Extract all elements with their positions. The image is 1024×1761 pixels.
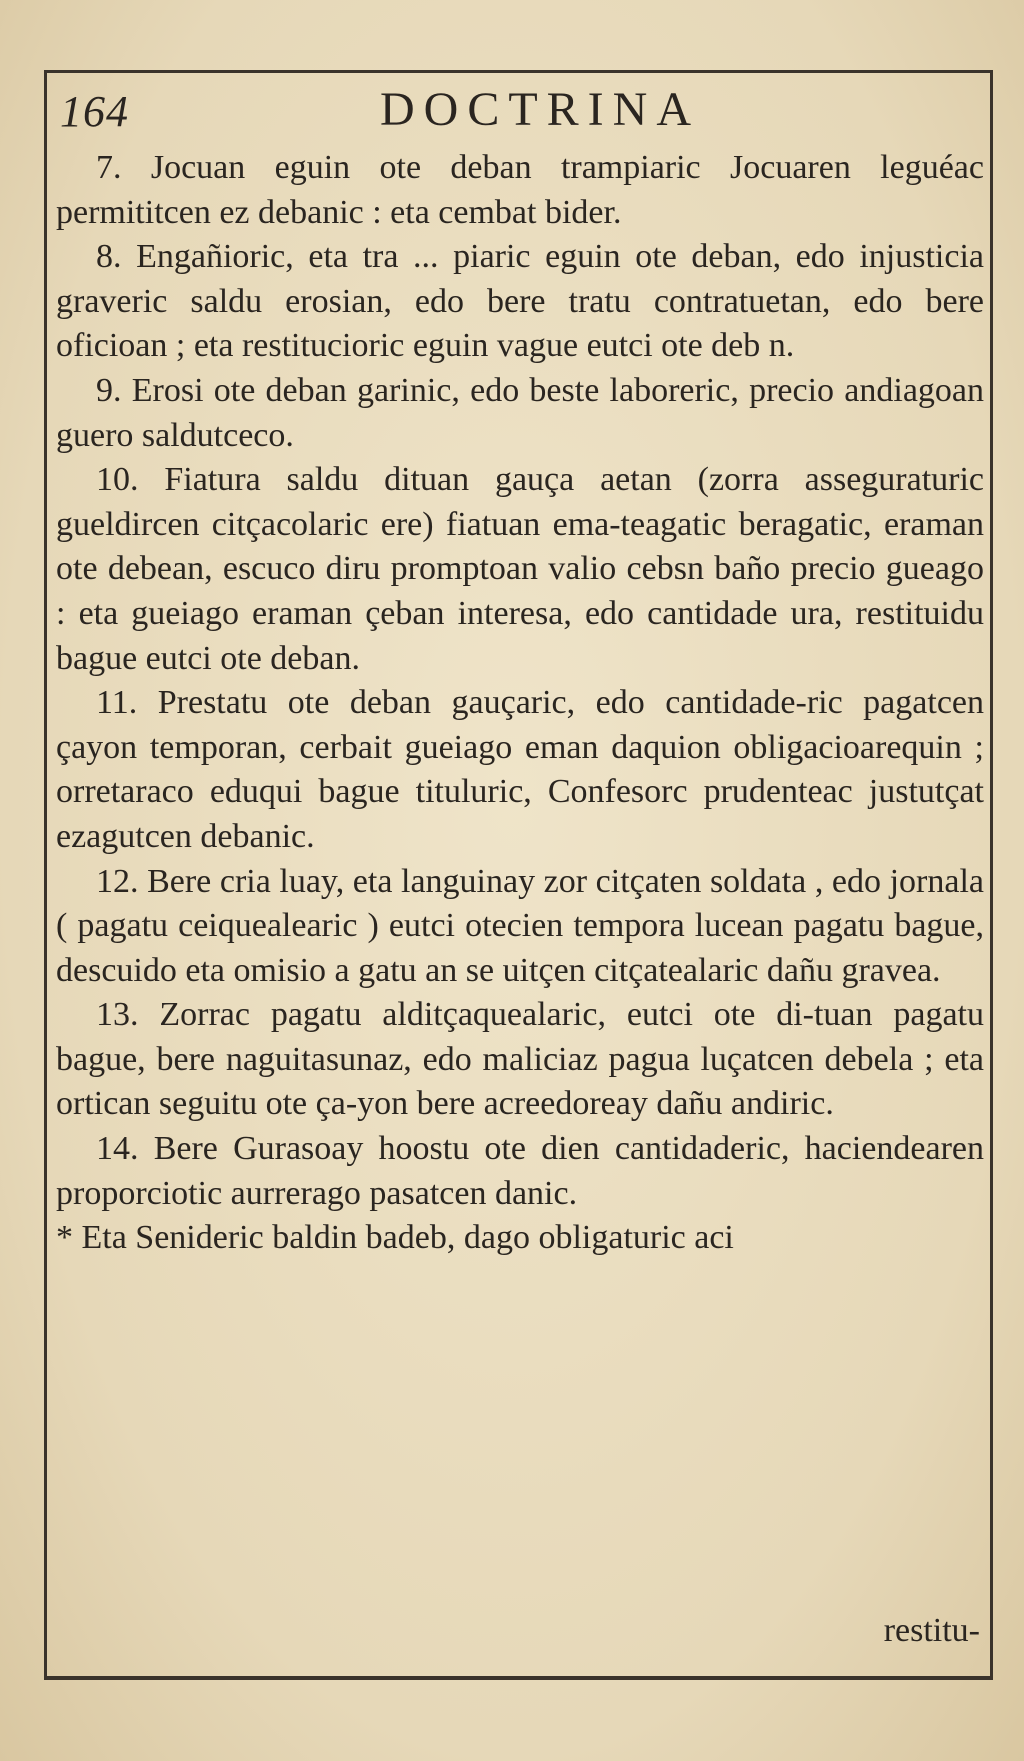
- bottom-border-rule: [44, 1676, 990, 1680]
- catchword: restitu-: [883, 1612, 980, 1649]
- paragraph-8: 8. Engañioric, eta tra ... piaric eguin ote deban, edo injusticia graveric saldu erosian, edo bere tratu contratuetan, edo bere oficioan ; eta restitucioric eguin vague eutci ote deb n.: [56, 238, 984, 365]
- paragraph-10: 10. Fiatura saldu dituan gauça aetan (zorra asseguraturic gueldircen citçacolaric ere) fiatuan ema-teagatic beragatic, eraman ote debean, escuco diru promptoan valio cebsn baño precio gueago : eta gueiago eraman çeban interesa, edo cantidade ura, restituidu bague eutci ote deban.: [56, 461, 984, 677]
- paragraph-14: 14. Bere Gurasoay hoostu ote dien cantidaderic, haciendearen proporciotic aurrerago pasatcen danic.: [56, 1130, 984, 1212]
- paragraph-7: 7. Jocuan eguin ote deban trampiaric Jocuaren leguéac permititcen ez debanic : eta cembat bider.: [56, 149, 984, 231]
- body-text: [56, 146, 984, 1261]
- page-header: [60, 80, 980, 150]
- paragraph-9: 9. Erosi ote deban garinic, edo beste laboreric, precio andiagoan guero saldutceco.: [56, 371, 984, 454]
- paragraph-11: 11. Prestatu ote deban gauçaric, edo cantidade-ric pagatcen çayon temporan, cerbait gueiago eman daquion obligacioarequin ; orretaraco eduqui bague tituluric, Confesorc prudenteac justutçat ezagutcen debanic.: [56, 684, 984, 855]
- paragraph-13: 13. Zorrac pagatu alditçaquealaric, eutci ote di-tuan pagatu bague, bere naguitasunaz, edo maliciaz pagua luçatcen debela ; eta ortican seguitu ote ça-yon bere acreedoreay dañu andiric.: [56, 996, 984, 1123]
- running-head: DOCTRINA: [380, 83, 700, 136]
- right-border-rule: [990, 70, 993, 1680]
- top-border-rule: [44, 70, 990, 73]
- page-number: 164: [60, 87, 129, 136]
- paragraph-12: 12. Bere cria luay, eta languinay zor citçaten soldata , edo jornala ( pagatu ceiquealearic ) eutci otecien tempora lucean pagatu bague, descuido eta omisio a gatu an se uitçen citçatealaric dañu gravea.: [56, 862, 984, 989]
- left-border-rule: [44, 70, 47, 1680]
- footnote-paragraph: * Eta Senideric baldin badeb, dago obligaturic aci: [56, 1219, 734, 1257]
